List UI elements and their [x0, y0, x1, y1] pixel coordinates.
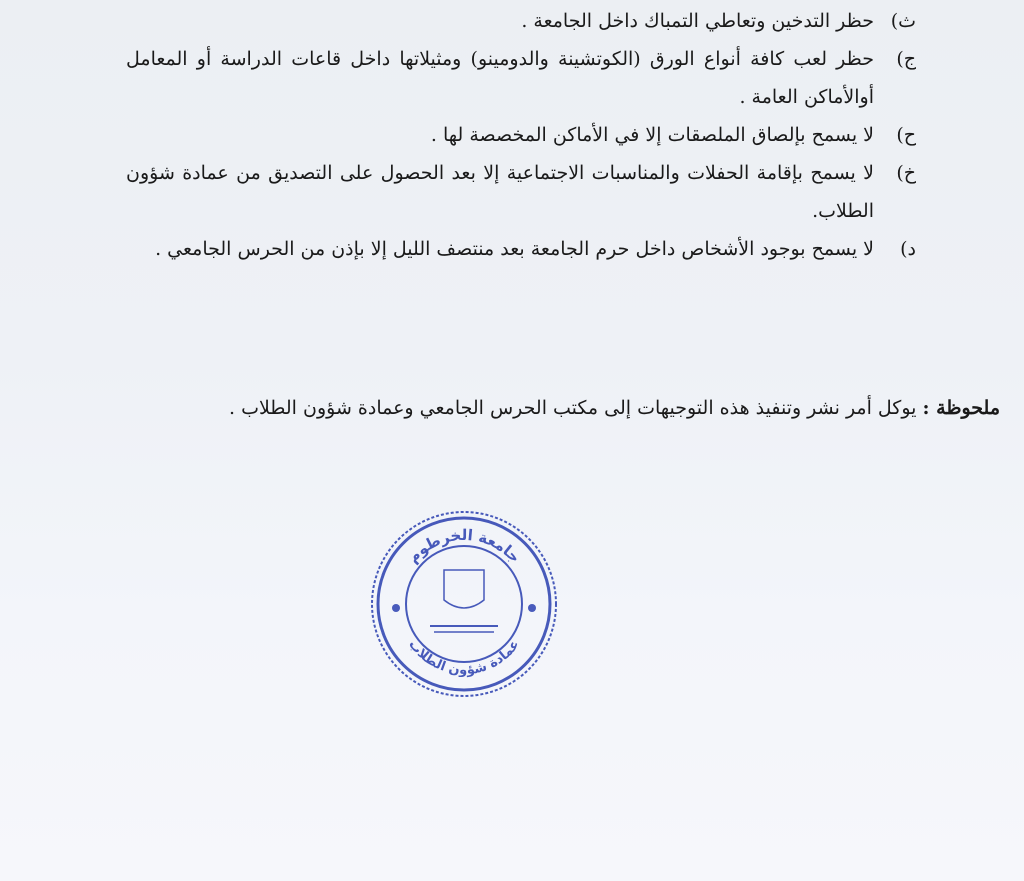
- rule-text: لا يسمح بإقامة الحفلات والمناسبات الاجتماعية إلا بعد الحصول على التصديق من عمادة شؤون الطلاب.: [126, 162, 874, 222]
- rule-marker: ح): [896, 124, 916, 146]
- rule-marker: ج): [896, 48, 916, 70]
- stamp-top-text: جامعة الخرطوم: [403, 525, 525, 567]
- official-stamp: [368, 508, 560, 700]
- rule-item: [126, 40, 916, 116]
- rule-item: [126, 154, 916, 230]
- stamp-icon: [368, 508, 560, 700]
- svg-text:عمادة شؤون الطلاب: [405, 637, 522, 678]
- rule-text: لا يسمح بإلصاق الملصقات إلا في الأماكن المخصصة لها .: [430, 124, 874, 146]
- note-text: يوكل أمر نشر وتنفيذ هذه التوجيهات إلى مكتب الحرس الجامعي وعمادة شؤون الطلاب .: [229, 397, 917, 419]
- rule-text: حظر التدخين وتعاطي التمباك داخل الجامعة .: [521, 10, 874, 32]
- rule-text: حظر لعب كافة أنواع الورق (الكوتشينة والدومينو) ومثيلاتها داخل قاعات الدراسة أو المعامل أوالأماكن العامة .: [126, 48, 874, 108]
- note-paragraph: [100, 388, 1000, 428]
- rule-item: [126, 116, 916, 154]
- stamp-bottom-text: عمادة شؤون الطلاب: [405, 637, 523, 679]
- note-label: ملحوظة :: [922, 397, 1000, 419]
- rules-list: [126, 2, 916, 306]
- rule-marker: د): [900, 238, 916, 260]
- rule-item: [126, 2, 916, 40]
- rule-marker: ث): [890, 10, 916, 32]
- rule-text: لا يسمح بوجود الأشخاص داخل حرم الجامعة بعد منتصف الليل إلا بإذن من الحرس الجامعي .: [155, 238, 874, 260]
- rule-marker: خ): [896, 162, 916, 184]
- rule-item: [126, 230, 916, 306]
